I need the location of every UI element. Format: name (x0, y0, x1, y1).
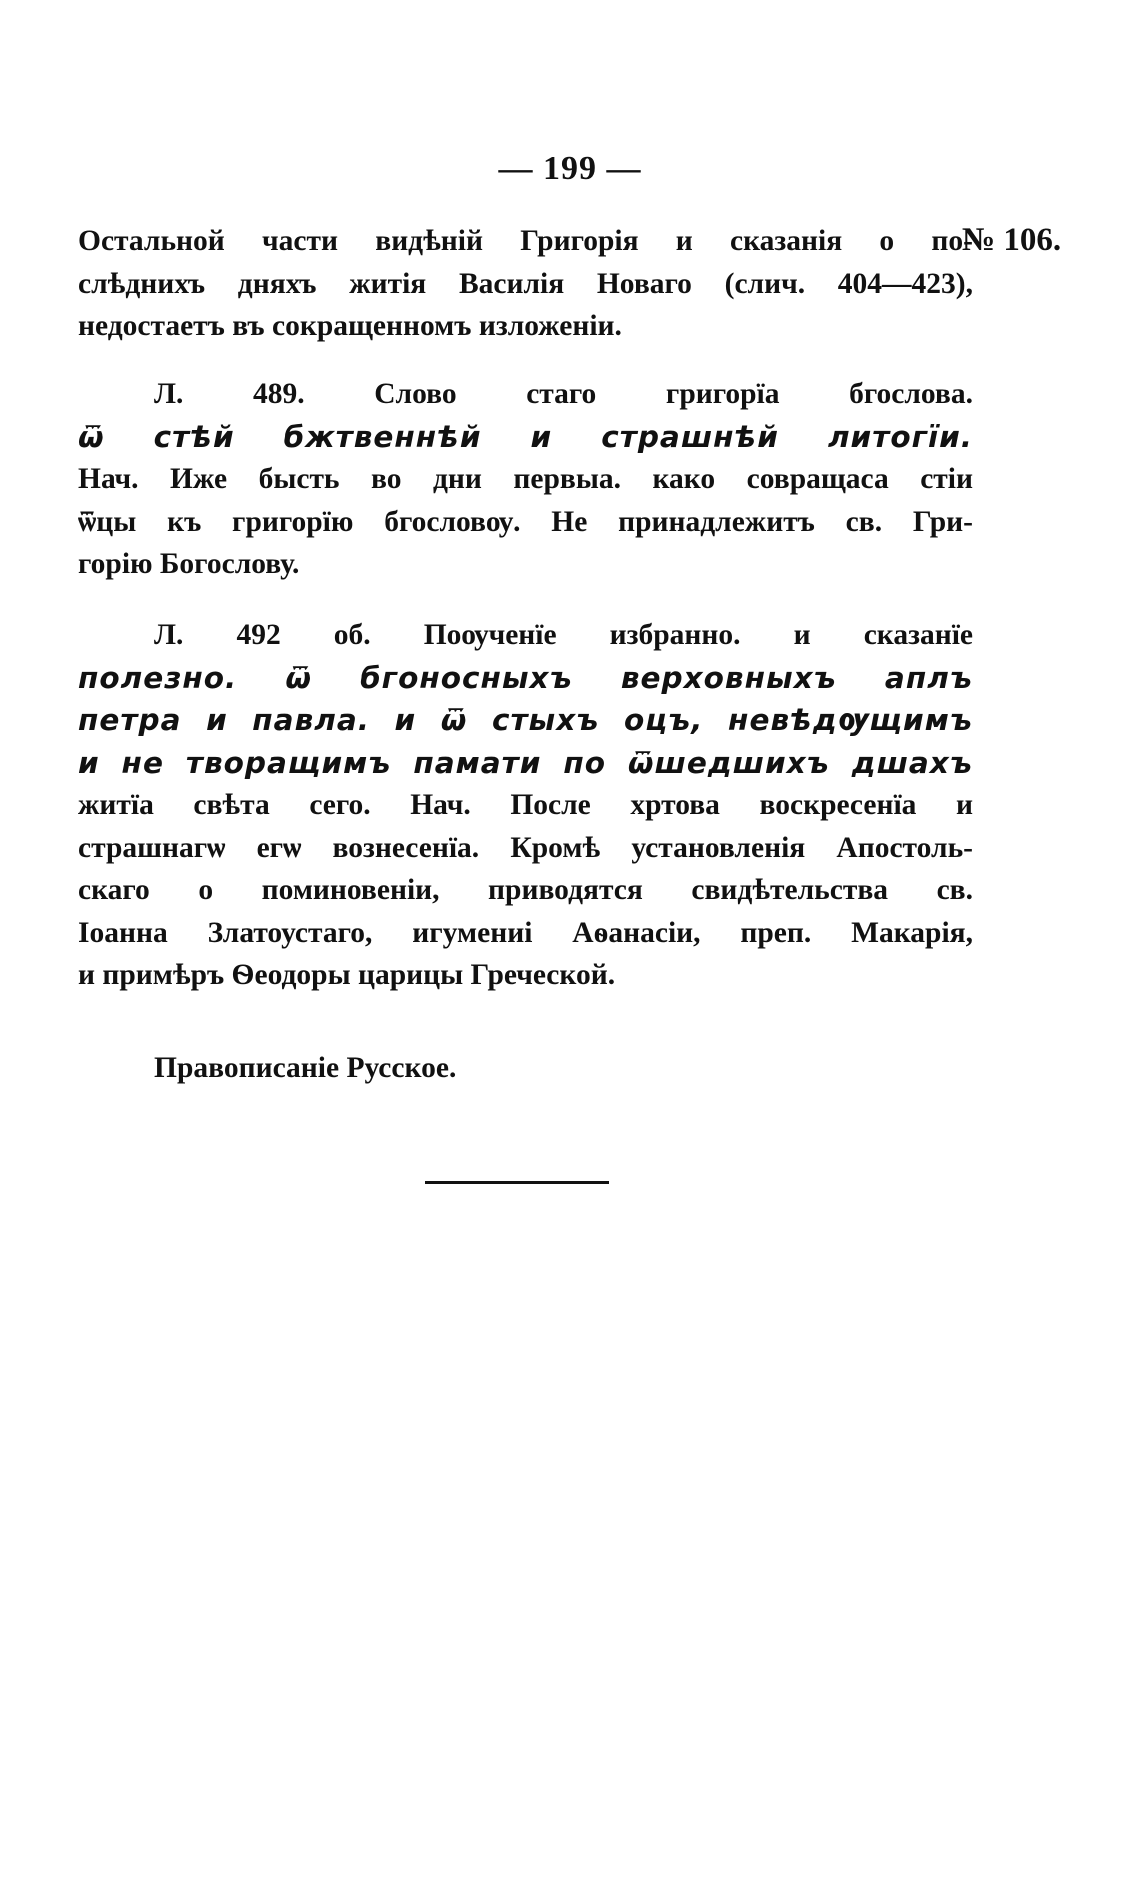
text-line: и примѣръ Ѳеодоры царицы Греческой. (78, 959, 616, 991)
paragraph-folio-492 (78, 614, 973, 997)
end-rule-divider (425, 1181, 609, 1184)
text-line: Остальной части видѣній Григорія и сказанія о по- (78, 225, 973, 257)
text-line: слѣднихъ дняхъ житія Василія Новаго (слич. 404—423), (78, 267, 973, 300)
text-line: недостаетъ въ сокращенномъ изложеніи. (78, 310, 622, 342)
spelling-note: Правописаніе Русское. (154, 1052, 457, 1084)
page-number: — 199 — (498, 150, 642, 187)
text-line: Іоанна Златоустаго, игумениі Аѳанасіи, преп. Макарія, (78, 916, 973, 949)
text-line: ѿцы къ григорїю бгословѹ. Не принадлежитъ св. Гри- (78, 505, 973, 538)
margin-manuscript-number: № 106. (962, 222, 1062, 258)
text-line: и не творащимъ памати по ѿшедшихъ дшахъ (78, 745, 973, 780)
text-line: Л. 492 об. Поѹченїе избранно. и сказанїе (154, 619, 973, 651)
text-line: страшнагѡ егѡ вознесенїа. Кромѣ установленія Апостоль- (78, 831, 973, 864)
text-line: житїа свѣта сего. Нач. После хртова воскресенїа и (78, 789, 973, 821)
text-line: полезно. ѿ бгоносныхъ верховныхъ аплъ (78, 660, 973, 695)
text-line: петра и павла. и ѿ стыхъ оцъ, невѣдѹщимъ (78, 703, 973, 737)
text-line: ѿ стѣй бжтвеннѣй и страшнѣй литогїи. (78, 419, 973, 454)
text-line: Нач. Иже бысть во дни первыа. како совращаса стіи (78, 463, 973, 495)
text-line: скаго о поминовеніи, приводятся свидѣтельства св. (78, 874, 973, 906)
paragraph-folio-489 (78, 373, 973, 586)
paragraph-summary (78, 220, 973, 348)
text-line: горію Богослову. (78, 548, 300, 580)
text-line: Л. 489. Слово стаго григорїа бгослова. (154, 378, 973, 410)
